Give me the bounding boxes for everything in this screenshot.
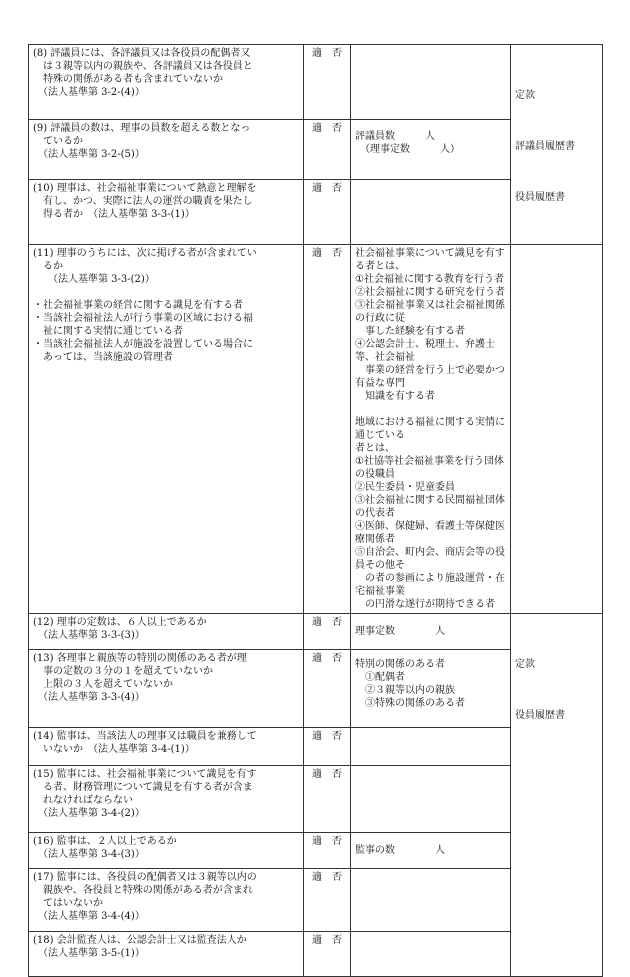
check-item-text: (18) 会計監査人は、公認会計士又は監査法人か （法人基準第 3-5-(1)） [29, 932, 304, 977]
judge-cell[interactable]: 適 否 [304, 120, 351, 180]
checklist-row [29, 614, 603, 650]
judge-cell[interactable]: 適 否 [304, 45, 351, 120]
document-name: 定款 [515, 90, 535, 101]
judge-cell[interactable]: 適 否 [304, 932, 351, 977]
note-cell: 理事定数 人 [351, 614, 511, 650]
note-cell [351, 932, 511, 977]
checklist-row [29, 245, 603, 614]
check-item-text: (15) 監事には、社会福祉事業について識見を有す る者、財務管理について識見を有する者が含ま れなければならない （法人基準第 3-4-(2)） [29, 766, 304, 833]
note-cell [351, 45, 511, 120]
check-item-text: (8) 評議員には、各評議員又は各役員の配偶者又 は３親等以内の親族や、各評議員又は各役員と 特殊の関係がある者も含まれていないか （法人基準第 3-2-(4)） [29, 45, 304, 120]
note-cell [351, 179, 511, 244]
check-item-text: (13) 各理事と親族等の特別の関係のある者が理 事の定数の３分の１を超えていないか 上限の３人を超えていないか （法人基準第 3-3-(4)） [29, 650, 304, 728]
note-cell: 監事の数 人 [351, 833, 511, 869]
note-cell: 特別の関係のある者 ①配偶者 ②３親等以内の親族 ③特殊の関係のある者 [351, 650, 511, 728]
judge-cell[interactable]: 適 否 [304, 614, 351, 650]
judge-cell[interactable]: 適 否 [304, 869, 351, 932]
judge-cell[interactable]: 適 否 [304, 245, 351, 614]
document-name: 役員履歴書 [515, 192, 565, 203]
document-name: 役員履歴書 [515, 710, 565, 721]
document-name: 定款 [515, 659, 535, 670]
check-item-text: (10) 理事は、社会福祉事業について熱意と理解を 有し、かつ、実際に法人の運営の職責を果たし 得る者か （法人基準第 3-3-(1)） [29, 179, 304, 244]
note-cell [351, 728, 511, 766]
judge-cell[interactable]: 適 否 [304, 833, 351, 869]
check-item-text: (14) 監事は、当該法人の理事又は職員を兼務して いないか （法人基準第 3-4-(1)） [29, 728, 304, 766]
check-item-text: (12) 理事の定数は、６人以上であるか （法人基準第 3-3-(3)） [29, 614, 304, 650]
note-cell: 社会福祉事業について識見を有する者とは、 ①社会福祉に関する教育を行う者 ②社会福祉に関する研究を行う者 ③社会福祉事業又は社会福祉関係の行政に従 事した経験を有する者 ④公認会計士、税理士、弁護士等、社会福祉 事業の経営を行う上で必要かつ有益な専門 知識を有する者 地域における福祉に関する実情に通じている 者とは、 ①社協等社会福祉事業を行う団体の役職員 ②民生委員・児童委員 ③社会福祉に関する民間福祉団体の代表者 ④医師、保健婦、看護士等保健医療関係者 ⑤自治会、町内会、商店会等の役員その他そ の者の参画により施設運営・在宅福祉事業 の円滑な遂行が期待できる者 [351, 245, 511, 614]
check-item-text: (11) 理事のうちには、次に掲げる者が含まれてい るか （法人基準第 3-3-(2)） ・社会福祉事業の経営に関する識見を有する者 ・当該社会福祉法人が行う事業の区域における福 祉に関する実情に通じている者 ・当該社会福祉法人が施設を設置している場合に あっては、当該施設の管理者 [29, 245, 304, 614]
related-documents-cell [511, 45, 603, 245]
checklist-row [29, 45, 603, 120]
check-item-text: (16) 監事は、２人以上であるか （法人基準第 3-4-(3)） [29, 833, 304, 869]
note-cell: 評議員数 人 （理事定数 人） [351, 120, 511, 180]
document-name: 評議員履歴書 [515, 141, 575, 152]
inspection-checklist-table [28, 44, 603, 977]
check-item-text: (9) 評議員の数は、理事の員数を超える数となっ ているか （法人基準第 3-2-(5)） [29, 120, 304, 180]
judge-cell[interactable]: 適 否 [304, 650, 351, 728]
note-cell [351, 766, 511, 833]
judge-cell[interactable]: 適 否 [304, 766, 351, 833]
related-documents-empty [511, 245, 603, 614]
note-cell [351, 869, 511, 932]
check-item-text: (17) 監事には、各役員の配偶者又は３親等以内の 親族や、各役員と特殊の関係がある者が含まれ てはいないか （法人基準第 3-4-(4)） [29, 869, 304, 932]
related-documents-cell [511, 614, 603, 977]
judge-cell[interactable]: 適 否 [304, 728, 351, 766]
judge-cell[interactable]: 適 否 [304, 179, 351, 244]
